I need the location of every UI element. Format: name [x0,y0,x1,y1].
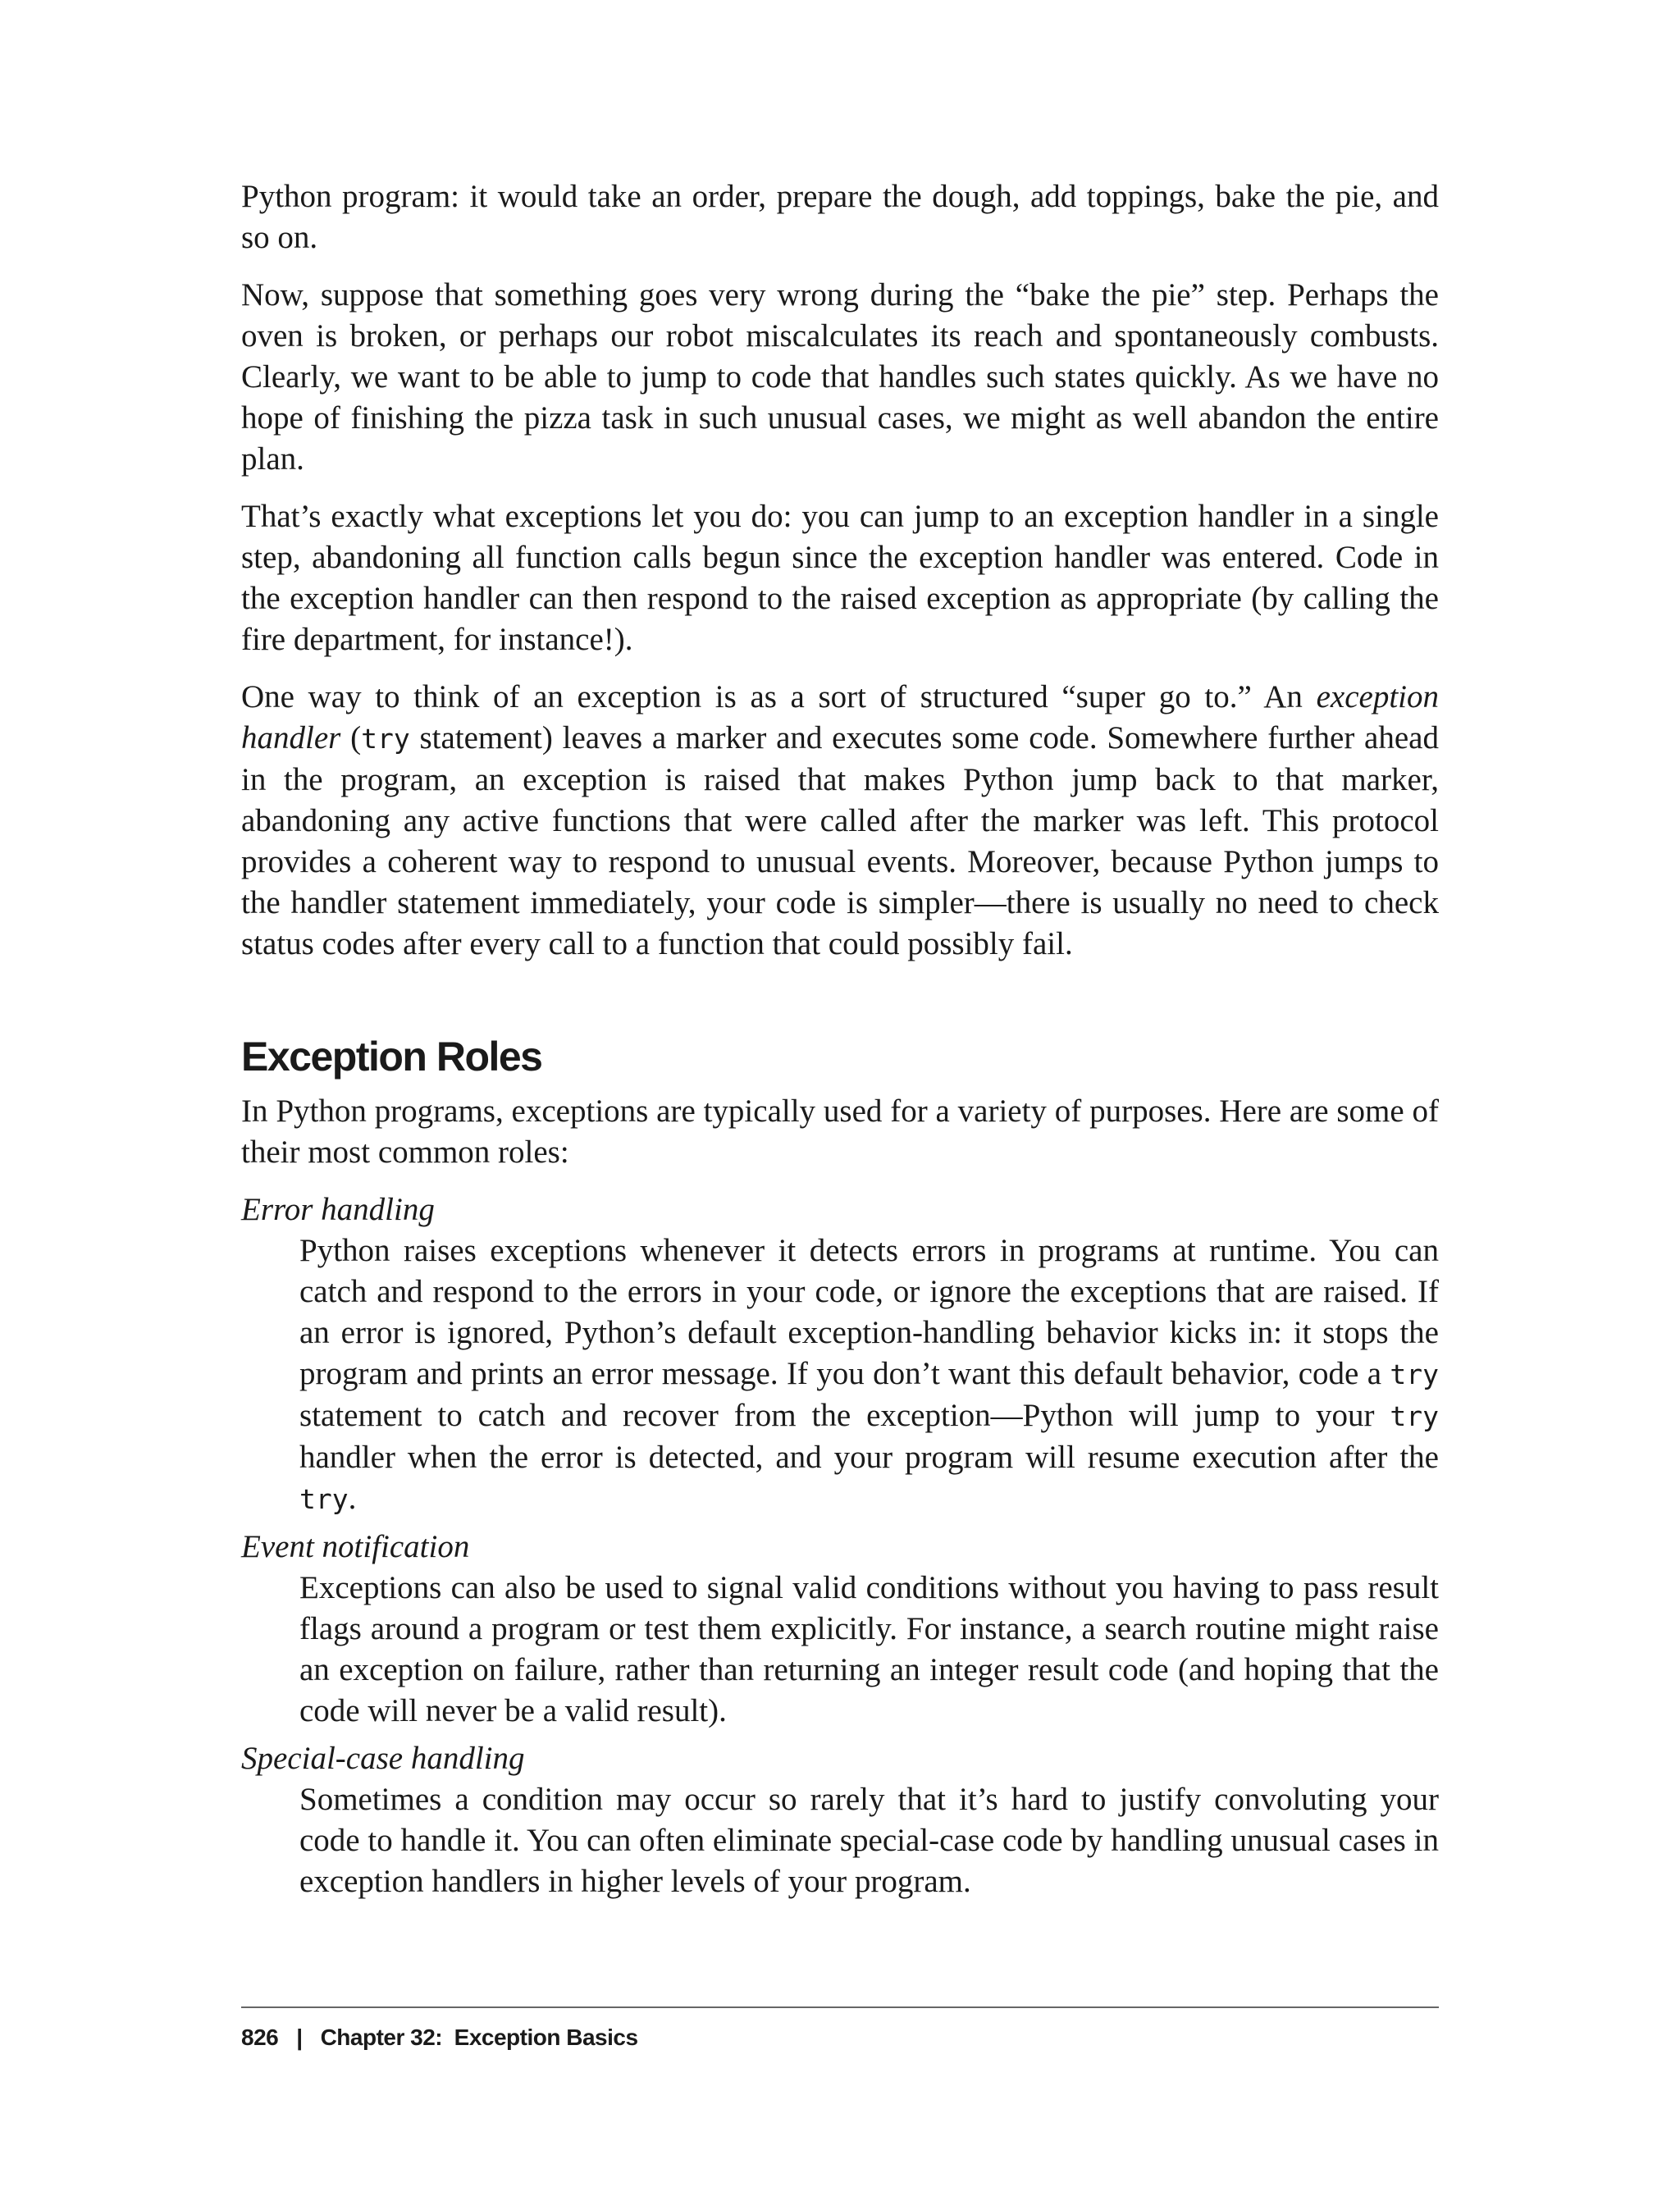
role-description: Sometimes a condition may occur so rarely that it’s hard to justify convoluting your code to handle it. You can often eliminate special-case code by handling unusual cases in exception handlers in higher levels of your program. [299,1782,1439,1899]
section-intro: In Python programs, exceptions are typically used for a variety of purposes. Here are some of their most common roles: [241,1093,1439,1170]
page-footer [241,2006,1439,2051]
role-desc-code-try: try [1390,1400,1439,1432]
footer-separator: | [296,2025,303,2050]
role-desc-text-g: . [348,1481,357,1516]
role-description [299,1230,1439,1520]
role-desc-text-c: statement to catch and recover from the exception—Python will jump to your [299,1398,1390,1433]
role-term: Special-case handling [241,1741,525,1776]
role-term: Error handling [241,1192,435,1227]
role-desc-text-e: handler when the error is detected, and your program will resume execution after the [299,1440,1439,1475]
paragraph-3: That’s exactly what exceptions let you do: you can jump to an exception handler in a single step, abandoning all function calls begun since the exception handler was entered. Code in the exception handler can then respond to the raised exception as appropriate (by calling the fire department, for instance!). [241,499,1439,657]
role-desc-code-try: try [299,1483,349,1515]
role-event-notification [241,1527,1439,1732]
chapter-title: Chapter 32: Exception Basics [320,2025,638,2050]
paragraph-1: Python program: it would take an order, prepare the dough, add toppings, bake the pie, and so on. [241,179,1439,255]
page-number: 826 [241,2025,279,2050]
paragraph-4 [241,677,1439,965]
paragraph-4-italic-term: exception handler [241,679,1439,756]
paragraph-2: Now, suppose that something goes very wrong during the “bake the pie” step. Perhaps the oven is broken, or perhaps our robot miscalculates its reach and spontaneously combusts. Clearly, we want to be able to jump to code that handles such states quickly. As we have no hope of finishing the pizza task in such unusual cases, we might as well abandon the entire plan. [241,277,1439,477]
paragraph-4-code-try: try [361,723,410,755]
page-body [241,176,1439,1909]
paragraph-4-text-a: One way to think of an exception is as a sort of structured “super go to.” An [241,679,1317,714]
role-special-case-handling [241,1738,1439,1902]
role-description: Exceptions can also be used to signal valid conditions without you having to pass result flags around a program or test them explicitly. For instance, a search routine might raise an exception on failure, rather than returning an integer result code (and hoping that the code will never be a valid result). [299,1570,1439,1728]
role-desc-text-a: Python raises exceptions whenever it detects errors in programs at runtime. You can catch and respond to the errors in your code, or ignore the exceptions that are raised. If an error is ignored, Python’s default exception-handling behavior kicks in: it stops the program and prints an error message. If you don’t want this default behavior, code a [299,1233,1439,1391]
paragraph-4-text-e: statement) leaves a marker and executes some code. Somewhere further ahead in the program, an exception is raised that makes Python jump back to that marker, abandoning any active functions that were called after the marker was left. This protocol provides a coherent way to respond to unusual events. Moreover, because Python jumps to the handler statement immediately, your code is simpler—there is usually no need to check status codes after every call to a function that could possibly fail. [241,720,1439,961]
role-desc-code-try: try [1390,1358,1439,1390]
section-heading: Exception Roles [241,1034,542,1080]
paragraph-4-text-c: ( [340,720,362,756]
role-term: Event notification [241,1529,470,1564]
role-error-handling [241,1189,1439,1520]
